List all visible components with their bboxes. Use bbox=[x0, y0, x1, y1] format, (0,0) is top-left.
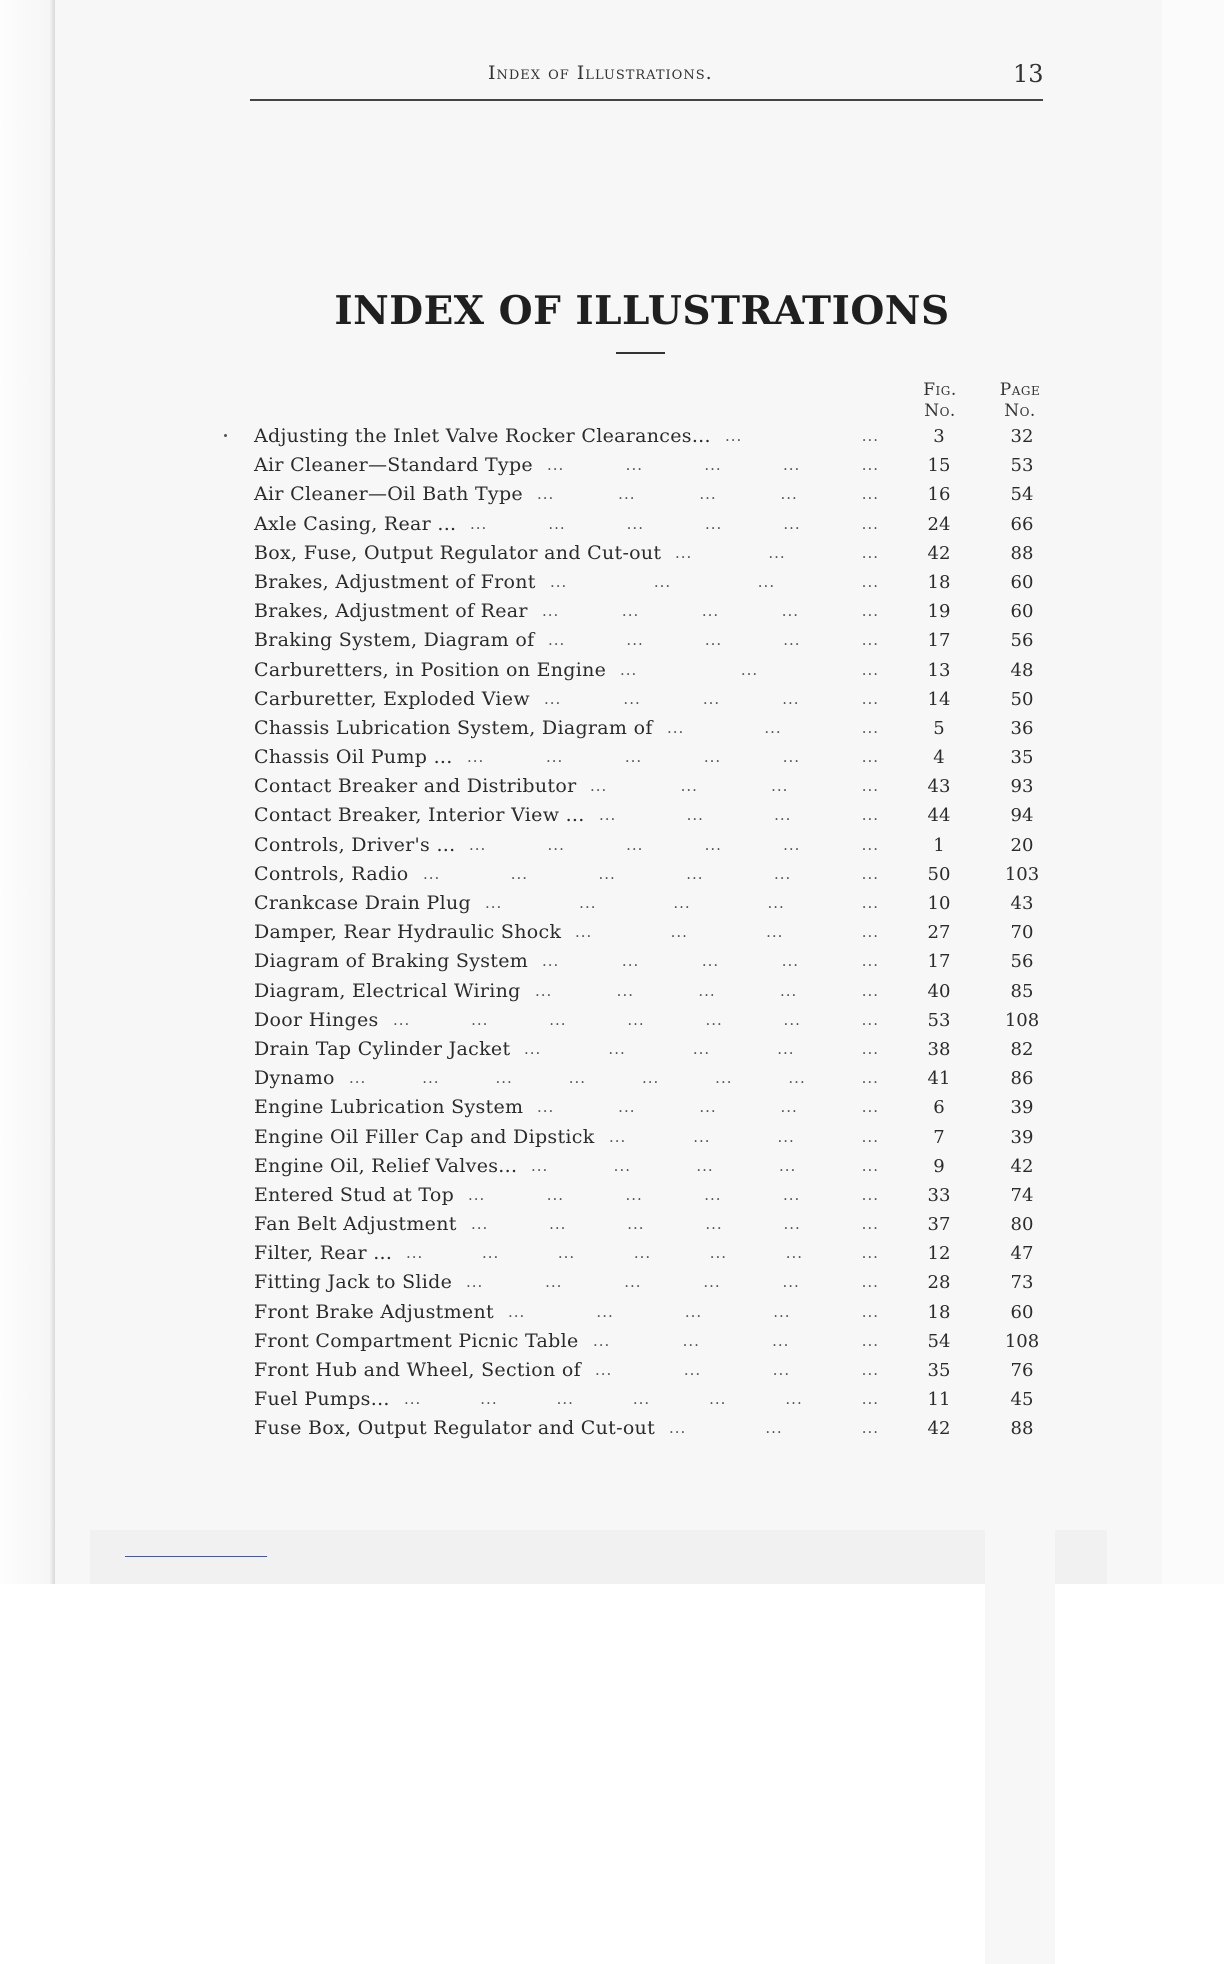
entry-fig-number: 42 bbox=[927, 1418, 951, 1440]
dot-leader: ... ... ... ... ... ... bbox=[470, 514, 879, 533]
dot-leader: ... ... ... ... ... bbox=[485, 894, 879, 912]
entry-label: Door Hinges bbox=[254, 1008, 379, 1031]
entry-fig-number: 9 bbox=[933, 1155, 945, 1177]
entry-fig-number: 44 bbox=[927, 805, 951, 827]
entry-page-number: 43 bbox=[1010, 893, 1034, 914]
entry-page-number: 86 bbox=[1010, 1068, 1034, 1090]
entry-label: Contact Breaker and Distributor bbox=[254, 775, 577, 798]
dot-leader: ... ... ... ... ... bbox=[542, 602, 879, 621]
dot-leader: ... ... ... ... ... ... bbox=[471, 1215, 879, 1234]
entry-fig-number: 41 bbox=[927, 1068, 951, 1090]
entry-label: Entered Stud at Top bbox=[254, 1183, 455, 1206]
entry-page-number: 60 bbox=[1010, 601, 1034, 623]
dot-leader: ... ... ... ... bbox=[609, 1127, 879, 1146]
dot-leader: ... ... ... bbox=[620, 660, 879, 679]
entry-fig-number: 19 bbox=[927, 601, 951, 623]
index-entry bbox=[254, 539, 1074, 568]
entry-page-number: 56 bbox=[1010, 630, 1034, 652]
stray-mark bbox=[224, 434, 227, 437]
entry-fig-number: 37 bbox=[927, 1214, 951, 1236]
entry-fig-number: 6 bbox=[933, 1097, 945, 1119]
dot-leader: ... ... ... ... ... bbox=[548, 631, 879, 650]
dot-leader: ... ... bbox=[725, 427, 879, 445]
entry-label: Fuse Box, Output Regulator and Cut-out bbox=[254, 1417, 656, 1440]
index-entry bbox=[254, 714, 1074, 743]
entry-page-number: 35 bbox=[1010, 747, 1034, 769]
index-entry bbox=[254, 480, 1074, 509]
index-entry bbox=[254, 451, 1074, 480]
dot-leader: ... ... ... ... bbox=[593, 1331, 879, 1350]
dot-leader: ... ... ... ... ... bbox=[537, 485, 879, 504]
entry-label: Front Hub and Wheel, Section of bbox=[254, 1359, 581, 1381]
entry-fig-number: 54 bbox=[927, 1330, 951, 1352]
index-entry bbox=[254, 1327, 1074, 1356]
entry-label: Adjusting the Inlet Valve Rocker Clearances... bbox=[254, 425, 711, 447]
entry-fig-number: 14 bbox=[927, 688, 951, 710]
entry-page-number: 82 bbox=[1010, 1038, 1034, 1060]
entry-label: Diagram, Electrical Wiring bbox=[254, 979, 521, 1002]
entry-fig-number: 40 bbox=[927, 980, 951, 1002]
entry-label: Engine Lubrication System bbox=[254, 1096, 524, 1119]
dot-leader: ... ... ... ... ... ... ... bbox=[404, 1390, 879, 1409]
entry-fig-number: 50 bbox=[927, 863, 951, 885]
entry-fig-number: 27 bbox=[927, 922, 951, 944]
dot-leader: ... ... ... ... ... bbox=[524, 1039, 879, 1058]
entry-fig-number: 53 bbox=[927, 1009, 951, 1031]
entry-label: Controls, Radio bbox=[254, 862, 409, 885]
index-entry bbox=[254, 1268, 1074, 1297]
dot-leader: ... ... ... ... bbox=[550, 572, 879, 591]
entry-label: Front Compartment Picnic Table bbox=[254, 1329, 579, 1352]
index-entry bbox=[254, 1123, 1074, 1152]
dot-leader: ... ... ... ... bbox=[595, 1361, 879, 1379]
entry-fig-number: 33 bbox=[927, 1184, 951, 1206]
dot-leader: ... ... ... ... bbox=[599, 806, 879, 825]
entry-label: Box, Fuse, Output Regulator and Cut-out bbox=[254, 541, 662, 564]
entry-page-number: 50 bbox=[1010, 688, 1034, 710]
dot-leader: ... ... ... ... ... bbox=[537, 1098, 879, 1117]
entry-page-number: 74 bbox=[1010, 1184, 1034, 1206]
entry-fig-number: 7 bbox=[933, 1126, 945, 1148]
entry-fig-number: 43 bbox=[927, 776, 951, 798]
dot-leader: ... ... ... ... ... ... bbox=[423, 864, 879, 883]
index-entry bbox=[254, 656, 1074, 685]
index-entry bbox=[254, 1239, 1074, 1268]
page-number: 13 bbox=[1013, 60, 1044, 88]
column-header-fig-no: Fig. No. bbox=[923, 380, 957, 421]
illustration-index-list bbox=[254, 422, 1074, 1444]
dot-leader: ... ... ... ... ... ... bbox=[467, 748, 879, 767]
entry-label: Air Cleaner—Oil Bath Type bbox=[254, 483, 523, 506]
entry-label: Engine Oil Filler Cap and Dipstick bbox=[254, 1125, 595, 1148]
entry-label: Carburetter, Exploded View bbox=[254, 687, 530, 710]
dot-leader: ... ... ... ... ... bbox=[531, 1156, 879, 1175]
column-header-page-no: Page No. bbox=[985, 380, 1055, 1964]
entry-label: Chassis Lubrication System, Diagram of bbox=[254, 716, 653, 739]
index-entry bbox=[254, 626, 1074, 655]
entry-label: Brakes, Adjustment of Rear bbox=[254, 600, 528, 623]
link-underline bbox=[125, 1556, 267, 1557]
entry-fig-number: 18 bbox=[927, 571, 951, 593]
dot-leader: ... ... ... ... ... ... bbox=[468, 1185, 879, 1204]
entry-fig-number: 13 bbox=[927, 659, 951, 681]
entry-fig-number: 17 bbox=[927, 951, 951, 973]
entry-fig-number: 1 bbox=[933, 834, 945, 856]
dot-leader: ... ... ... ... ... bbox=[547, 456, 879, 475]
entry-label: Front Brake Adjustment bbox=[254, 1300, 494, 1323]
index-entry bbox=[254, 1152, 1074, 1181]
entry-page-number: 48 bbox=[1010, 659, 1034, 681]
entry-page-number: 70 bbox=[1010, 922, 1034, 944]
entry-page-number: 53 bbox=[1010, 455, 1034, 477]
dot-leader: ... ... ... bbox=[675, 543, 879, 562]
dot-leader: ... ... ... ... ... ... bbox=[466, 1273, 879, 1292]
entry-fig-number: 3 bbox=[933, 426, 945, 447]
header-rule bbox=[250, 99, 1043, 101]
index-entry bbox=[254, 1385, 1074, 1414]
scan-margin-left bbox=[0, 0, 55, 1584]
index-entry bbox=[254, 743, 1074, 772]
index-entry bbox=[254, 1210, 1074, 1239]
entry-page-number: 56 bbox=[1010, 951, 1034, 973]
dot-leader: ... ... ... bbox=[667, 718, 879, 737]
dot-leader: ... ... ... ... ... bbox=[508, 1302, 879, 1321]
entry-page-number: 39 bbox=[1010, 1126, 1034, 1148]
entry-page-number: 88 bbox=[1010, 1418, 1034, 1440]
page-bottom-shade bbox=[90, 1530, 1107, 1584]
entry-fig-number: 38 bbox=[927, 1038, 951, 1060]
entry-label: Brakes, Adjustment of Front bbox=[254, 570, 536, 593]
entry-fig-number: 18 bbox=[927, 1301, 951, 1323]
entry-label: Damper, Rear Hydraulic Shock bbox=[254, 921, 562, 944]
entry-label: Drain Tap Cylinder Jacket bbox=[254, 1037, 511, 1060]
index-entry bbox=[254, 772, 1074, 801]
dot-leader: ... ... ... ... bbox=[590, 777, 879, 796]
dot-leader: ... ... ... bbox=[669, 1419, 879, 1438]
dot-leader: ... ... ... ... ... bbox=[544, 689, 879, 708]
entry-label: Fan Belt Adjustment bbox=[254, 1213, 457, 1236]
index-entry bbox=[254, 1093, 1074, 1122]
entry-fig-number: 24 bbox=[927, 513, 951, 535]
index-entry bbox=[254, 685, 1074, 714]
entry-page-number: 60 bbox=[1010, 1301, 1034, 1323]
entry-page-number: 45 bbox=[1010, 1389, 1034, 1411]
entry-page-number: 42 bbox=[1010, 1155, 1034, 1177]
entry-page-number: 32 bbox=[1010, 426, 1034, 447]
entry-fig-number: 35 bbox=[927, 1360, 951, 1381]
entry-label: Air Cleaner—Standard Type bbox=[254, 454, 533, 477]
index-entry bbox=[254, 1035, 1074, 1064]
entry-page-number: 93 bbox=[1010, 776, 1034, 798]
entry-label: Fitting Jack to Slide bbox=[254, 1271, 453, 1294]
entry-label: Contact Breaker, Interior View ... bbox=[254, 804, 585, 827]
entry-label: Axle Casing, Rear ... bbox=[254, 512, 457, 535]
index-entry bbox=[254, 1064, 1074, 1093]
entry-label: Diagram of Braking System bbox=[254, 950, 529, 973]
entry-page-number: 73 bbox=[1010, 1272, 1034, 1294]
entry-page-number: 94 bbox=[1010, 805, 1034, 827]
index-entry bbox=[254, 831, 1074, 860]
index-entry bbox=[254, 510, 1074, 539]
entry-page-number: 85 bbox=[1010, 980, 1034, 1002]
entry-label: Crankcase Drain Plug bbox=[254, 892, 471, 914]
running-head: Index of Illustrations. bbox=[488, 62, 713, 84]
entry-fig-number: 11 bbox=[927, 1389, 951, 1411]
index-entry bbox=[254, 860, 1074, 889]
entry-page-number: 76 bbox=[1010, 1360, 1034, 1381]
dot-leader: ... ... ... ... ... ... ... ... bbox=[349, 1069, 879, 1088]
entry-page-number: 39 bbox=[1010, 1097, 1034, 1119]
entry-fig-number: 12 bbox=[927, 1243, 951, 1265]
entry-page-number: 103 bbox=[1004, 863, 1040, 885]
entry-page-number: 54 bbox=[1010, 484, 1034, 506]
entry-fig-number: 42 bbox=[927, 542, 951, 564]
entry-page-number: 60 bbox=[1010, 571, 1034, 593]
entry-page-number: 20 bbox=[1010, 834, 1034, 856]
index-entry bbox=[254, 597, 1074, 626]
title-rule bbox=[616, 352, 665, 354]
entry-fig-number: 28 bbox=[927, 1272, 951, 1294]
index-entry bbox=[254, 918, 1074, 947]
entry-fig-number: 15 bbox=[927, 455, 951, 477]
entry-fig-number: 10 bbox=[927, 893, 951, 914]
entry-fig-number: 17 bbox=[927, 630, 951, 652]
entry-label: Engine Oil, Relief Valves... bbox=[254, 1154, 518, 1177]
index-entry bbox=[254, 1356, 1074, 1385]
entry-page-number: 80 bbox=[1010, 1214, 1034, 1236]
dot-leader: ... ... ... ... ... ... ... bbox=[406, 1244, 879, 1263]
index-entry bbox=[254, 422, 1074, 451]
entry-label: Fuel Pumps... bbox=[254, 1388, 390, 1411]
scan-margin-right bbox=[1162, 0, 1224, 1584]
page-title: INDEX OF ILLUSTRATIONS bbox=[334, 288, 950, 335]
entry-page-number: 47 bbox=[1010, 1243, 1034, 1265]
dot-leader: ... ... ... ... ... bbox=[535, 981, 879, 1000]
index-entry bbox=[254, 1414, 1074, 1443]
entry-label: Filter, Rear ... bbox=[254, 1242, 393, 1265]
index-entry bbox=[254, 801, 1074, 830]
dot-leader: ... ... ... ... bbox=[575, 923, 879, 942]
entry-page-number: 88 bbox=[1010, 542, 1034, 564]
index-entry bbox=[254, 889, 1074, 918]
entry-page-number: 108 bbox=[1004, 1009, 1040, 1031]
dot-leader: ... ... ... ... ... bbox=[542, 952, 879, 971]
index-entry bbox=[254, 977, 1074, 1006]
entry-fig-number: 4 bbox=[933, 747, 945, 769]
entry-label: Braking System, Diagram of bbox=[254, 629, 535, 652]
entry-fig-number: 5 bbox=[933, 717, 945, 739]
entry-page-number: 36 bbox=[1010, 717, 1034, 739]
dot-leader: ... ... ... ... ... ... bbox=[469, 835, 879, 854]
entry-label: Carburetters, in Position on Engine bbox=[254, 658, 607, 681]
index-entry bbox=[254, 1181, 1074, 1210]
index-entry bbox=[254, 1006, 1074, 1035]
index-entry bbox=[254, 568, 1074, 597]
entry-label: Chassis Oil Pump ... bbox=[254, 746, 453, 769]
entry-fig-number: 16 bbox=[927, 484, 951, 506]
dot-leader: ... ... ... ... ... ... ... bbox=[393, 1010, 879, 1029]
entry-label: Controls, Driver's ... bbox=[254, 833, 456, 856]
entry-label: Dynamo bbox=[254, 1067, 335, 1090]
index-entry bbox=[254, 1298, 1074, 1327]
index-entry bbox=[254, 947, 1074, 976]
entry-page-number: 108 bbox=[1004, 1330, 1040, 1352]
entry-page-number: 66 bbox=[1010, 513, 1034, 535]
